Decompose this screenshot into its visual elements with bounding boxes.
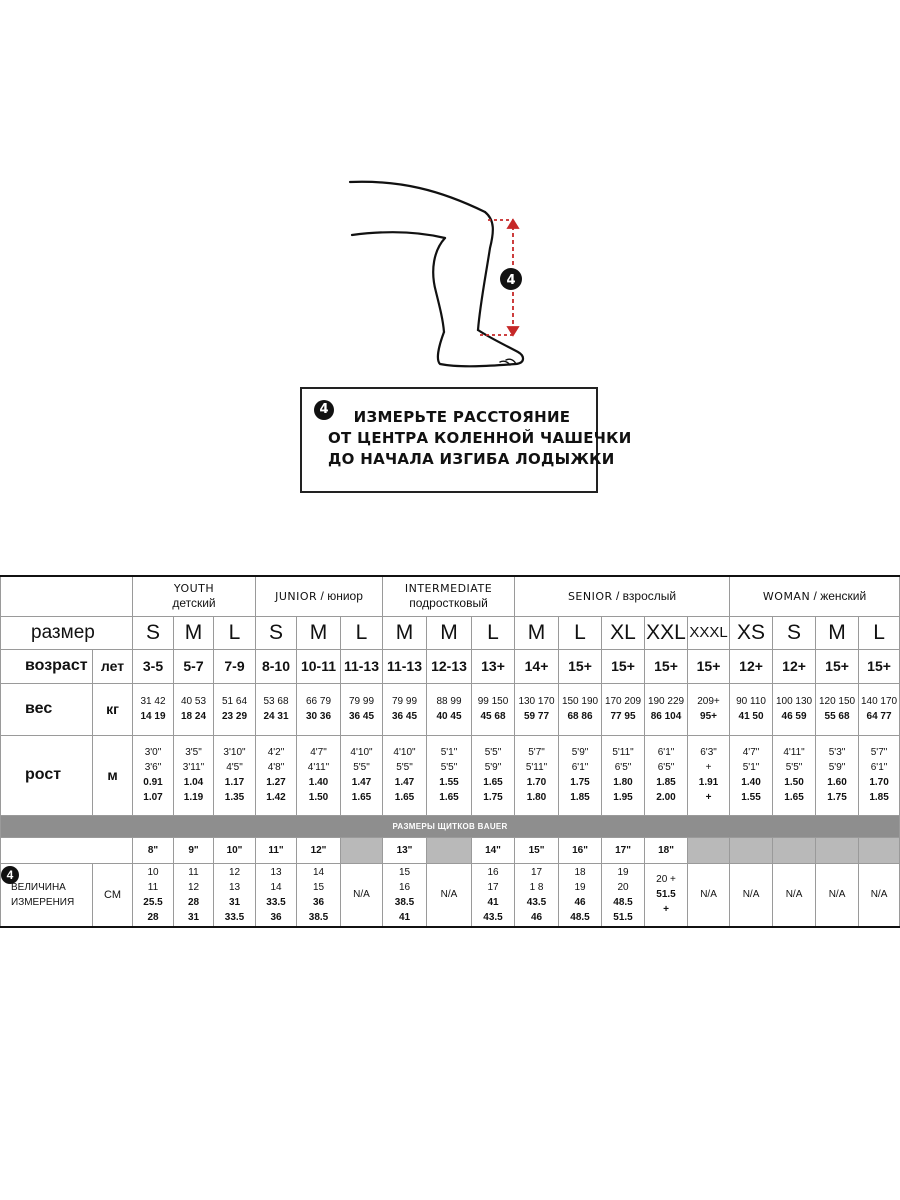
measurement-cell: 11 12 28 31 [174, 863, 214, 927]
guard-label-cell [1, 837, 133, 863]
size-cell: M [383, 616, 427, 649]
weight-cell: 90 110 41 50 [730, 683, 773, 735]
age-cell: 3-5 [133, 649, 174, 683]
height-cell: 4'7" 4'11" 1.40 1.50 [297, 735, 341, 815]
height-cell: 5'3" 5'9" 1.60 1.75 [816, 735, 859, 815]
guard-size-cell: 15" [515, 837, 559, 863]
measurement-label: 4 ВЕЛИЧИНА ИЗМЕРЕНИЯ [1, 863, 93, 927]
age-cell: 15+ [559, 649, 602, 683]
height-cell: 4'7" 5'1" 1.40 1.55 [730, 735, 773, 815]
group-woman: WOMAN / женский [730, 576, 900, 616]
weight-cell: 88 99 40 45 [427, 683, 472, 735]
instruction-line: ОТ ЦЕНТРА КОЛЕННОЙ ЧАШЕЧКИ [328, 429, 632, 447]
size-cell: S [256, 616, 297, 649]
weight-cell: 209+ 95+ [688, 683, 730, 735]
height-cell: 4'10" 5'5" 1.47 1.65 [341, 735, 383, 815]
measurement-instruction-box [300, 387, 632, 493]
size-cell: S [133, 616, 174, 649]
size-cell: XS [730, 616, 773, 649]
age-cell: 13+ [472, 649, 515, 683]
height-cell: 5'9" 6'1" 1.75 1.85 [559, 735, 602, 815]
age-cell: 15+ [602, 649, 645, 683]
guard-size-cell: 14" [472, 837, 515, 863]
age-unit: лет [93, 649, 133, 683]
size-label: размер [1, 616, 133, 649]
height-cell: 5'11" 6'5" 1.80 1.95 [602, 735, 645, 815]
measurement-cell: N/A [816, 863, 859, 927]
measurement-cell: 20 + 51.5 + [645, 863, 688, 927]
svg-text:4: 4 [506, 273, 516, 288]
guard-size-cell: 12" [297, 837, 341, 863]
size-cell: L [214, 616, 256, 649]
size-cell: XXL [645, 616, 688, 649]
measurement-cell: 15 16 38.5 41 [383, 863, 427, 927]
weight-cell: 99 150 45 68 [472, 683, 515, 735]
measurement-cell: N/A [341, 863, 383, 927]
measurement-cell: 12 13 31 33.5 [214, 863, 256, 927]
height-cell: 5'7" 6'1" 1.70 1.85 [859, 735, 900, 815]
guard-size-cell: 18" [645, 837, 688, 863]
measurement-cell: 14 15 36 38.5 [297, 863, 341, 927]
height-cell: 4'11" 5'5" 1.50 1.65 [773, 735, 816, 815]
weight-cell: 53 68 24 31 [256, 683, 297, 735]
measurement-cell: N/A [773, 863, 816, 927]
height-label: рост [1, 735, 93, 815]
height-cell: 6'3" + 1.91 + [688, 735, 730, 815]
guard-size-cell: 10" [214, 837, 256, 863]
guard-size-cell: 8" [133, 837, 174, 863]
guard-sizes-banner: РАЗМЕРЫ ЩИТКОВ BAUER [1, 815, 900, 837]
age-cell: 15+ [859, 649, 900, 683]
banner-row [1, 815, 900, 837]
measurement-row [1, 863, 900, 927]
guard-size-row [1, 837, 900, 863]
weight-cell: 130 170 59 77 [515, 683, 559, 735]
weight-label: вес [1, 683, 93, 735]
guard-size-cell: 9" [174, 837, 214, 863]
age-cell: 15+ [816, 649, 859, 683]
age-cell: 11-13 [341, 649, 383, 683]
weight-cell: 150 190 68 86 [559, 683, 602, 735]
size-cell: S [773, 616, 816, 649]
measurement-cell: 18 19 46 48.5 [559, 863, 602, 927]
measurement-cell: 10 11 25.5 28 [133, 863, 174, 927]
size-cell: M [297, 616, 341, 649]
age-row [1, 649, 900, 683]
leg-drawing [330, 170, 570, 385]
guard-size-cell: 16" [559, 837, 602, 863]
leg-measurement-illustration [330, 170, 570, 385]
weight-cell: 66 79 30 36 [297, 683, 341, 735]
size-cell: L [859, 616, 900, 649]
age-cell: 14+ [515, 649, 559, 683]
height-cell: 5'1" 5'5" 1.55 1.65 [427, 735, 472, 815]
step-badge-icon: 4 [1, 866, 19, 884]
age-cell: 15+ [688, 649, 730, 683]
guard-size-cell [341, 837, 383, 863]
guard-size-cell [730, 837, 773, 863]
guard-size-cell [816, 837, 859, 863]
instruction-line: ДО НАЧАЛА ИЗГИБА ЛОДЫЖКИ [328, 450, 615, 468]
group-intermediate: INTERMEDIATE подростковый [383, 576, 515, 616]
size-cell: M [427, 616, 472, 649]
size-chart-table [0, 575, 900, 928]
weight-row [1, 683, 900, 735]
age-cell: 11-13 [383, 649, 427, 683]
weight-cell: 31 42 14 19 [133, 683, 174, 735]
measurement-unit: СМ [93, 863, 133, 927]
age-cell: 15+ [645, 649, 688, 683]
size-cell: XL [602, 616, 645, 649]
guard-size-cell [688, 837, 730, 863]
height-cell: 3'10" 4'5" 1.17 1.35 [214, 735, 256, 815]
weight-cell: 190 229 86 104 [645, 683, 688, 735]
size-cell: M [174, 616, 214, 649]
group-header-row [1, 576, 900, 616]
weight-cell: 40 53 18 24 [174, 683, 214, 735]
age-cell: 10-11 [297, 649, 341, 683]
weight-cell: 100 130 46 59 [773, 683, 816, 735]
height-cell: 3'5" 3'11" 1.04 1.19 [174, 735, 214, 815]
size-cell: XXXL [688, 616, 730, 649]
step-number-badge: 4 [314, 400, 334, 420]
corner-cell [1, 576, 133, 616]
measurement-cell: 17 1 8 43.5 46 [515, 863, 559, 927]
age-cell: 8-10 [256, 649, 297, 683]
size-row [1, 616, 900, 649]
weight-cell: 140 170 64 77 [859, 683, 900, 735]
weight-cell: 79 99 36 45 [341, 683, 383, 735]
weight-cell: 51 64 23 29 [214, 683, 256, 735]
age-cell: 12+ [730, 649, 773, 683]
age-cell: 5-7 [174, 649, 214, 683]
weight-cell: 170 209 77 95 [602, 683, 645, 735]
measurement-cell: 19 20 48.5 51.5 [602, 863, 645, 927]
size-cell: M [816, 616, 859, 649]
guard-size-cell: 17" [602, 837, 645, 863]
height-cell: 5'7" 5'11" 1.70 1.80 [515, 735, 559, 815]
height-cell: 3'0" 3'6" 0.91 1.07 [133, 735, 174, 815]
weight-cell: 79 99 36 45 [383, 683, 427, 735]
guard-size-cell [773, 837, 816, 863]
height-cell: 4'2" 4'8" 1.27 1.42 [256, 735, 297, 815]
age-cell: 12-13 [427, 649, 472, 683]
age-label: возраст [1, 649, 93, 683]
measurement-cell: 16 17 41 43.5 [472, 863, 515, 927]
measurement-cell: 13 14 33.5 36 [256, 863, 297, 927]
weight-cell: 120 150 55 68 [816, 683, 859, 735]
group-senior: SENIOR / взрослый [515, 576, 730, 616]
age-cell: 12+ [773, 649, 816, 683]
group-junior: JUNIOR / юниор [256, 576, 383, 616]
size-cell: L [341, 616, 383, 649]
height-cell: 6'1" 6'5" 1.85 2.00 [645, 735, 688, 815]
height-cell: 4'10" 5'5" 1.47 1.65 [383, 735, 427, 815]
measurement-cell: N/A [427, 863, 472, 927]
guard-size-cell: 11" [256, 837, 297, 863]
measurement-cell: N/A [688, 863, 730, 927]
measurement-cell: N/A [730, 863, 773, 927]
instruction-text [302, 407, 632, 470]
measurement-cell: N/A [859, 863, 900, 927]
height-cell: 5'5" 5'9" 1.65 1.75 [472, 735, 515, 815]
guard-size-cell [427, 837, 472, 863]
weight-unit: кг [93, 683, 133, 735]
height-unit: м [93, 735, 133, 815]
guard-size-cell: 13" [383, 837, 427, 863]
instruction-line: ИЗМЕРЬТЕ РАССТОЯНИЕ [353, 408, 571, 426]
size-cell: L [472, 616, 515, 649]
guard-size-cell [859, 837, 900, 863]
height-row [1, 735, 900, 815]
size-cell: L [559, 616, 602, 649]
age-cell: 7-9 [214, 649, 256, 683]
size-cell: M [515, 616, 559, 649]
group-youth: YOUTH детский [133, 576, 256, 616]
